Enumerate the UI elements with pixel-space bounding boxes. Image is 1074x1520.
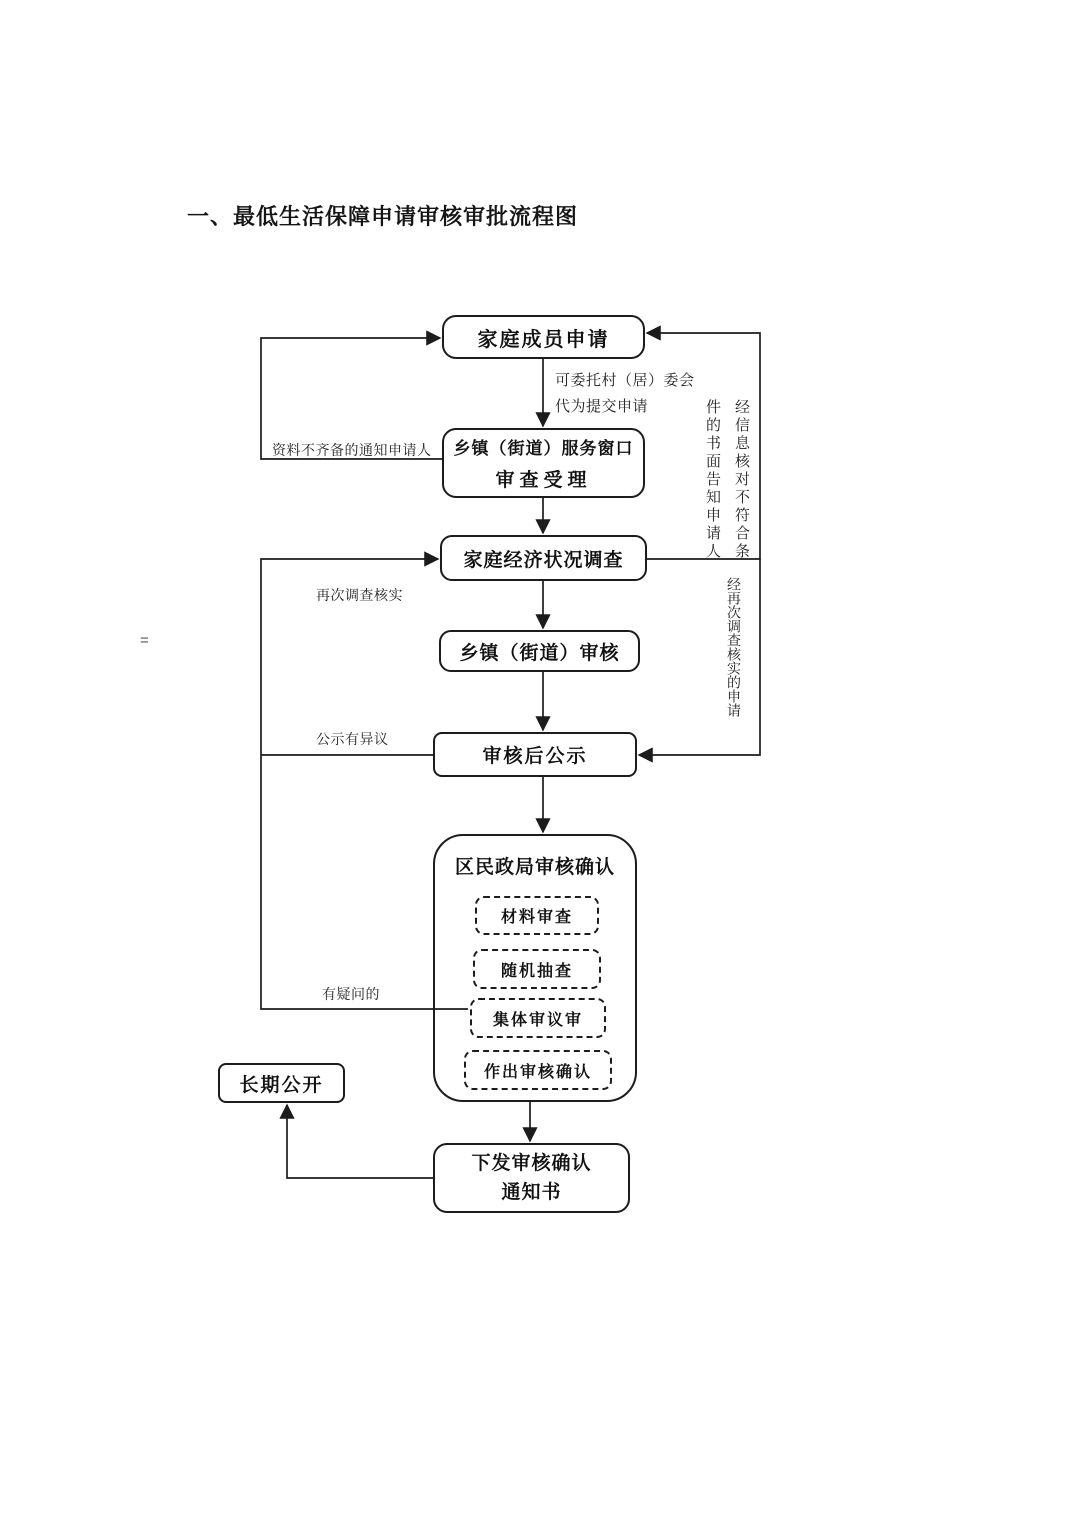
node-label: 家庭成员申请: [477, 328, 610, 351]
edge-label-delegate-line1: 可委托村（居）委会: [555, 373, 695, 389]
edge-label-doubt: 有疑问的: [322, 988, 380, 1003]
edge-label-objection: 公示有异议: [316, 733, 389, 748]
node-label-line1: 下发审核确认: [471, 1153, 592, 1174]
node-label-line1: 乡镇（街道）服务窗口: [453, 439, 634, 458]
node-district-bureau-confirm: [433, 834, 637, 1102]
node-label-line2: 通知书: [501, 1182, 562, 1203]
page-title: 一、最低生活保障申请审核审批流程图: [187, 204, 579, 229]
bureau-step-random-check: 随机抽查: [473, 949, 601, 989]
bureau-step-material-review: 材料审查: [475, 896, 599, 935]
edge-label-not-qualified-col1: 经信息核对不符合条: [733, 399, 749, 561]
node-town-review: [439, 630, 640, 672]
node-label: 乡镇（街道）审核: [459, 642, 620, 664]
edge-label-delegate: [555, 368, 695, 420]
node-issue-confirm-notice: [433, 1143, 630, 1213]
node-post-review-publicity: [433, 732, 637, 777]
bureau-step-make-confirmation: 作出审核确认: [464, 1050, 612, 1090]
stray-equals-mark: =: [140, 632, 149, 649]
node-family-member-apply: [442, 315, 645, 359]
edge-label-delegate-line2: 代为提交申请: [555, 399, 649, 415]
node-town-service-window: [442, 428, 645, 498]
arrow-notice-to-publish: [287, 1105, 433, 1178]
node-label: 长期公开: [239, 1074, 324, 1096]
node-label: 家庭经济状况调查: [463, 549, 624, 571]
edge-label-rechecked: 经再次调查核实的申请: [725, 577, 740, 717]
bureau-heading: 区民政局审核确认: [454, 857, 615, 878]
edge-label-incomplete-materials: 资料不齐备的通知申请人: [272, 444, 432, 459]
bureau-step-collective-deliberation: 集体审议审: [470, 998, 606, 1038]
node-label: 审核后公示: [482, 746, 588, 767]
edge-label-recheck: 再次调查核实: [316, 589, 403, 604]
edge-label-not-qualified-col2: 件的书面告知申请人: [704, 399, 720, 561]
node-long-term-publish: [218, 1063, 345, 1103]
node-family-economic-survey: [440, 535, 647, 581]
node-label-line2: 审查受理: [495, 470, 592, 491]
